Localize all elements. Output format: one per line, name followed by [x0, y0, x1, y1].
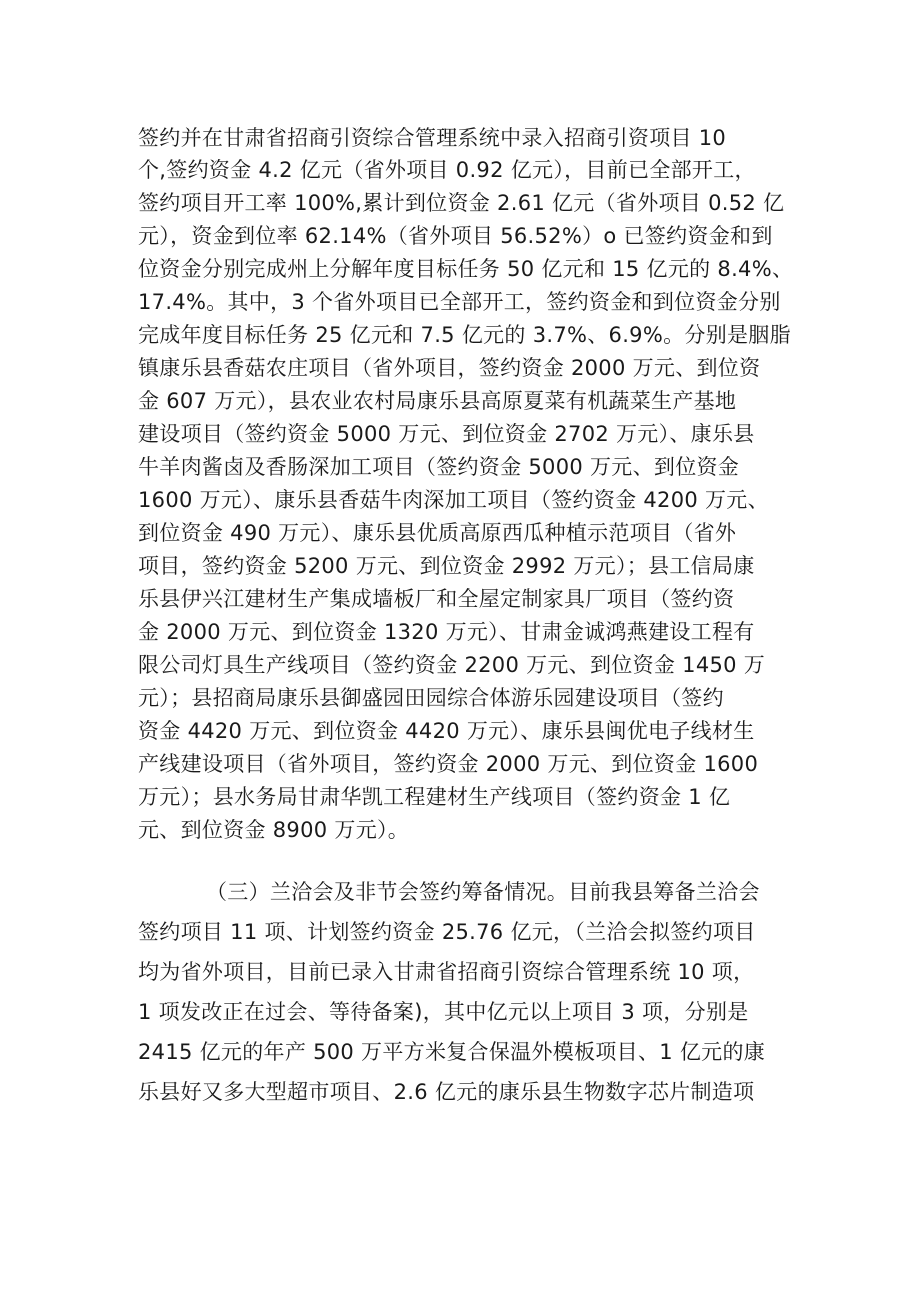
- text-line: 乐县伊兴江建材生产集成墙板厂和全屋定制家具厂项目（签约资: [138, 587, 735, 611]
- text-line: 位资金分别完成州上分解年度目标任务 50 亿元和 15 亿元的 8.4%、: [138, 257, 794, 281]
- text-line: 签约并在甘肃省招商引资综合管理系统中录入招商引资项目 10: [138, 126, 727, 150]
- text-line: 项目，签约资金 5200 万元、到位资金 2992 万元）；县工信局康: [138, 554, 755, 578]
- text-line: 牛羊肉酱卤及香肠深加工项目（签约资金 5000 万元、到位资金: [138, 455, 740, 479]
- text-line: 限公司灯具生产线项目（签约资金 2200 万元、到位资金 1450 万: [138, 653, 766, 677]
- text-line: 完成年度目标任务 25 亿元和 7.5 亿元的 3.7%、6.9%。分别是胭脂: [138, 323, 791, 347]
- text-line: 金 2000 万元、到位资金 1320 万元）、甘肃金诚鸿燕建设工程有: [138, 620, 755, 644]
- text-line: 1600 万元）、康乐县香菇牛肉深加工项目（签约资金 4200 万元、: [138, 488, 769, 512]
- text-line: 金 607 万元），县农业农村局康乐县高原夏菜有机蔬菜生产基地: [138, 389, 737, 413]
- text-line: 个,签约资金 4.2 亿元（省外项目 0.92 亿元），目前已全部开工，: [138, 158, 756, 182]
- text-line: 镇康乐县香菇农庄项目（省外项目，签约资金 2000 万元、到位资: [138, 356, 761, 380]
- text-line: 元）；县招商局康乐县御盛园田园综合体游乐园建设项目（签约: [138, 686, 724, 710]
- text-line: 均为省外项目，目前已录入甘肃省招商引资综合管理系统 10 项，: [138, 960, 755, 984]
- text-line: 元），资金到位率 62.14%（省外项目 56.52%）o 已签约资金和到: [138, 224, 773, 248]
- text-line: 资金 4420 万元、到位资金 4420 万元）、康乐县闽优电子线材生: [138, 719, 755, 743]
- text-line: 2415 亿元的年产 500 万平方米复合保温外模板项目、1 亿元的康: [138, 1040, 766, 1064]
- text-line: 建设项目（签约资金 5000 万元、到位资金 2702 万元）、康乐县: [138, 422, 755, 446]
- text-line: 产线建设项目（省外项目，签约资金 2000 万元、到位资金 1600: [138, 752, 759, 776]
- text-line: 17.4%。其中，3 个省外项目已全部开工，签约资金和到位资金分别: [138, 290, 781, 314]
- text-line: 元、到位资金 8900 万元）。: [138, 818, 410, 842]
- text-line: 1 项发改正在过会、等待备案)，其中亿元以上项目 3 项，分别是: [138, 1000, 749, 1024]
- section-heading-line: （三）兰洽会及非节会签约筹备情况。目前我县筹备兰洽会: [206, 880, 760, 904]
- text-line: 乐县好又多大型超市项目、2.6 亿元的康乐县生物数字芯片制造项: [138, 1080, 755, 1104]
- text-line: 万元）；县水务局甘肃华凯工程建材生产线项目（签约资金 1 亿: [138, 785, 731, 809]
- text-line: 到位资金 490 万元）、康乐县优质高原西瓜种植示范项目（省外: [138, 521, 737, 545]
- text-line: 签约项目开工率 100%,累计到位资金 2.61 亿元（省外项目 0.52 亿: [138, 191, 785, 215]
- text-line: 签约项目 11 项、计划签约资金 25.76 亿元，（兰洽会拟签约项目: [138, 920, 756, 944]
